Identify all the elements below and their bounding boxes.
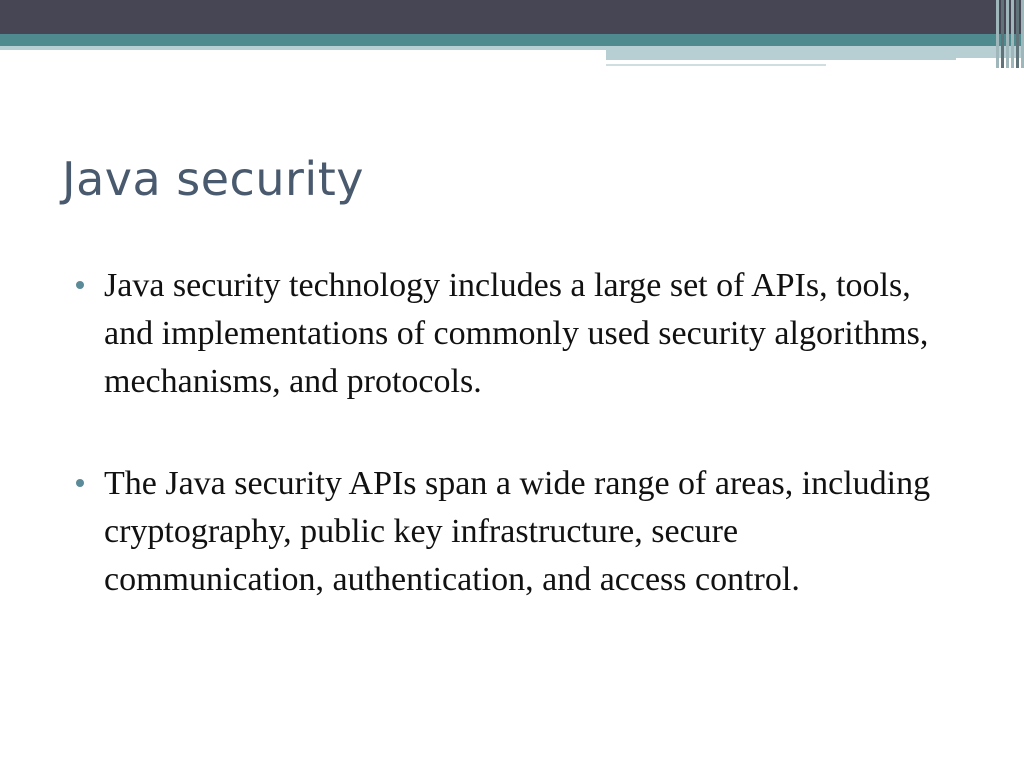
bullet-list [76,262,956,604]
header-banner-teal [0,34,1024,46]
header-banner-dark [0,0,1024,34]
bullet-dot-icon [76,479,84,487]
header-banner-step [606,46,1024,58]
header-stripes [990,0,1024,68]
bullet-dot-icon [76,281,84,289]
bullet-item [76,460,956,604]
header-banner-line [606,64,826,66]
bullet-item [76,262,956,406]
bullet-text: The Java security APIs span a wide range of areas, including cryptography, public key infrastructure, secure communication, authentication, and access control. [104,465,931,598]
bullet-text: Java security technology includes a large set of APIs, tools, and implementations of commonly used security algorithms, mechanisms, and protocols. [104,267,929,400]
header-banner-line [606,58,956,60]
slide-title: Java security [62,152,364,206]
header-banner-light [0,46,606,50]
